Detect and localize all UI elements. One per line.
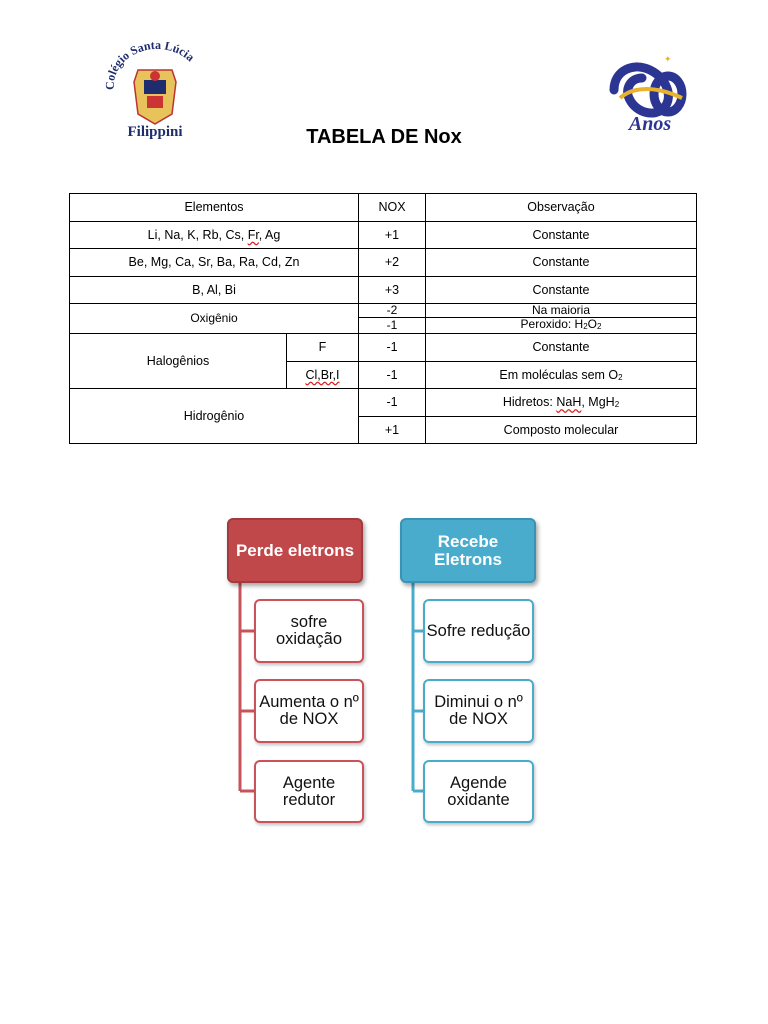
obs-cell: Constante xyxy=(426,334,697,362)
obs-cell: Peroxido: $H_2O_2$ xyxy=(426,318,697,334)
sofre-oxidacao-box: sofre oxidação xyxy=(254,599,364,663)
nox-cell: -2 xyxy=(359,304,426,318)
aumenta-nox-box: Aumenta o nº de NOX xyxy=(254,679,364,743)
elements-cell: Hidrogênio xyxy=(70,389,359,444)
obs-cell: Hidretos: NaH, MgH$_2$ xyxy=(426,389,697,417)
nox-cell: +3 xyxy=(359,276,426,304)
nox-cell: -1 xyxy=(359,318,426,334)
recebe-eletrons-box: Recebe Eletrons xyxy=(400,518,536,583)
agende-oxidante-box: Agende oxidante xyxy=(423,760,534,823)
page-title: TABELA DE Nox xyxy=(306,126,462,148)
agente-redutor-box: Agente redutor xyxy=(254,760,364,823)
obs-cell: Na maioria xyxy=(426,304,697,318)
sub-elements-cell: Cl,Br,I xyxy=(287,361,359,389)
obs-cell: Constante xyxy=(426,249,697,277)
header-nox: NOX xyxy=(359,194,426,222)
obs-cell: Em moléculas sem $O_2$ xyxy=(426,361,697,389)
nox-cell: +1 xyxy=(359,221,426,249)
nox-cell: -1 xyxy=(359,361,426,389)
elements-cell: Halogênios xyxy=(70,334,287,389)
nox-cell: +2 xyxy=(359,249,426,277)
header-elementos: Elementos xyxy=(70,194,359,222)
elements-cell: Be, Mg, Ca, Sr, Ba, Ra, Cd, Zn xyxy=(70,249,359,277)
diminui-nox-box: Diminui o nº de NOX xyxy=(423,679,534,743)
obs-cell: Constante xyxy=(426,221,697,249)
nox-cell: -1 xyxy=(359,389,426,417)
elements-cell: Li, Na, K, Rb, Cs, Fr, Ag xyxy=(70,221,359,249)
perde-eletrons-box: Perde eletrons xyxy=(227,518,363,583)
header-observacao: Observação xyxy=(426,194,697,222)
nox-cell: +1 xyxy=(359,416,426,444)
sub-elements-cell: F xyxy=(287,334,359,362)
logo-name-text: Filippini xyxy=(127,124,183,140)
logo-anos-text: Anos xyxy=(628,113,672,134)
logo-arc-text: Colégio Santa Lúcia xyxy=(104,42,198,91)
nox-cell: -1 xyxy=(359,334,426,362)
elements-cell: Oxigênio xyxy=(70,304,359,334)
obs-cell: Constante xyxy=(426,276,697,304)
obs-cell: Composto molecular xyxy=(426,416,697,444)
elements-cell: B, Al, Bi xyxy=(70,276,359,304)
sofre-reducao-box: Sofre redução xyxy=(423,599,534,663)
star-icon: ✦ xyxy=(664,54,672,64)
